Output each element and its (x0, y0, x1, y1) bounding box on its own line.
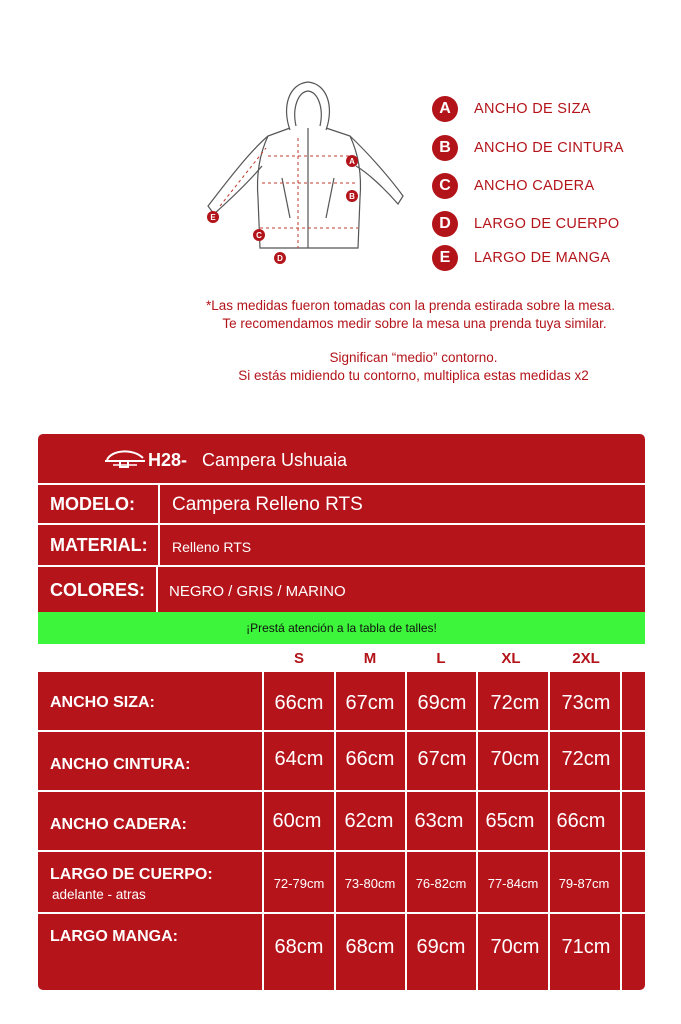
legend-badge: A (432, 96, 458, 122)
table-cell: 69cm (417, 692, 467, 714)
note-line-4: Si estás midiendo tu contorno, multiplica estas medidas x2 (238, 368, 589, 383)
note-line-1: *Las medidas fueron tomadas con la prenda estirada sobre la mesa. (206, 298, 615, 313)
size-xl: XL (501, 650, 521, 667)
legend-label: ANCHO CADERA (474, 178, 595, 194)
jacket-diagram (200, 78, 415, 273)
size-s: S (293, 650, 304, 667)
legend-item-a (432, 96, 591, 122)
table-cell: 64cm (274, 748, 324, 770)
table-cell: 79-87cm (558, 876, 610, 891)
table-cell: 65cm (485, 810, 535, 832)
card-header (38, 434, 645, 485)
info-label: COLORES: (50, 580, 146, 600)
table-cell: 76-82cm (415, 876, 467, 891)
table-cell: 73cm (561, 692, 611, 714)
table-cell: 60cm (272, 810, 322, 832)
legend-label: ANCHO DE SIZA (474, 101, 591, 117)
row-label: ANCHO CADERA: (50, 816, 187, 833)
size-header (38, 644, 645, 672)
table-row (38, 914, 645, 990)
table-cell: 69cm (416, 936, 466, 958)
info-row-modelo (38, 485, 645, 525)
info-row-material (38, 525, 645, 567)
table-cell: 68cm (345, 936, 395, 958)
info-label: MODELO: (50, 494, 135, 514)
table-cell: 67cm (417, 748, 467, 770)
legend-label: LARGO DE CUERPO (474, 216, 620, 232)
table-cell: 73-80cm (344, 876, 396, 891)
table-cell: 70cm (490, 936, 540, 958)
note-line-3: Significan “medio” contorno. (329, 350, 498, 365)
info-row-colores (38, 567, 645, 612)
row-label: LARGO MANGA: (50, 928, 178, 945)
row-label: ANCHO SIZA: (50, 694, 155, 711)
marker-a: A (349, 157, 355, 166)
size-card (38, 434, 645, 990)
legend-item-c (432, 173, 594, 199)
legend-item-d (432, 211, 620, 237)
row-sublabel: adelante - atras (52, 887, 146, 902)
marker-b: B (349, 192, 355, 201)
info-label: MATERIAL: (50, 535, 148, 555)
size-l: L (436, 650, 446, 667)
legend-badge: D (432, 211, 458, 237)
table-cell: 70cm (490, 748, 540, 770)
table-cell: 68cm (274, 936, 324, 958)
legend-item-b (432, 135, 624, 161)
table-row (38, 852, 645, 914)
size-m: M (363, 650, 377, 667)
info-value: Relleno RTS (172, 539, 252, 555)
row-label: ANCHO CINTURA: (50, 756, 191, 773)
table-row (38, 792, 645, 852)
legend-item-e (432, 245, 610, 271)
table-cell: 67cm (345, 692, 395, 714)
info-value: Campera Relleno RTS (172, 494, 363, 515)
table-row (38, 672, 645, 732)
marker-c: C (256, 231, 262, 240)
table-cell: 66cm (556, 810, 606, 832)
legend-badge: C (432, 173, 458, 199)
size-table (38, 672, 645, 990)
product-code: H28- (148, 450, 188, 470)
mushroom-logo-icon (103, 446, 147, 470)
marker-d: D (277, 254, 283, 263)
row-label: LARGO DE CUERPO: (50, 866, 213, 883)
legend-label: ANCHO DE CINTURA (474, 140, 624, 156)
legend-badge: B (432, 135, 458, 161)
legend-badge: E (432, 245, 458, 271)
size-chart-banner: ¡Prestá atención a la tabla de talles! (38, 612, 645, 644)
legend-label: LARGO DE MANGA (474, 250, 611, 266)
table-cell: 62cm (344, 810, 394, 832)
table-cell: 71cm (561, 936, 611, 958)
table-cell: 72cm (490, 692, 540, 714)
note-line-2: Te recomendamos medir sobre la mesa una prenda tuya similar. (222, 316, 607, 331)
marker-e: E (210, 213, 216, 222)
table-cell: 72-79cm (273, 876, 325, 891)
table-cell: 63cm (414, 810, 464, 832)
table-cell: 66cm (274, 692, 324, 714)
product-name: Campera Ushuaia (202, 450, 348, 470)
table-row (38, 732, 645, 792)
table-cell: 77-84cm (487, 876, 539, 891)
table-cell: 66cm (345, 748, 395, 770)
table-cell: 72cm (561, 748, 611, 770)
size-2xl: 2XL (572, 650, 600, 667)
info-value: NEGRO / GRIS / MARINO (169, 583, 346, 600)
